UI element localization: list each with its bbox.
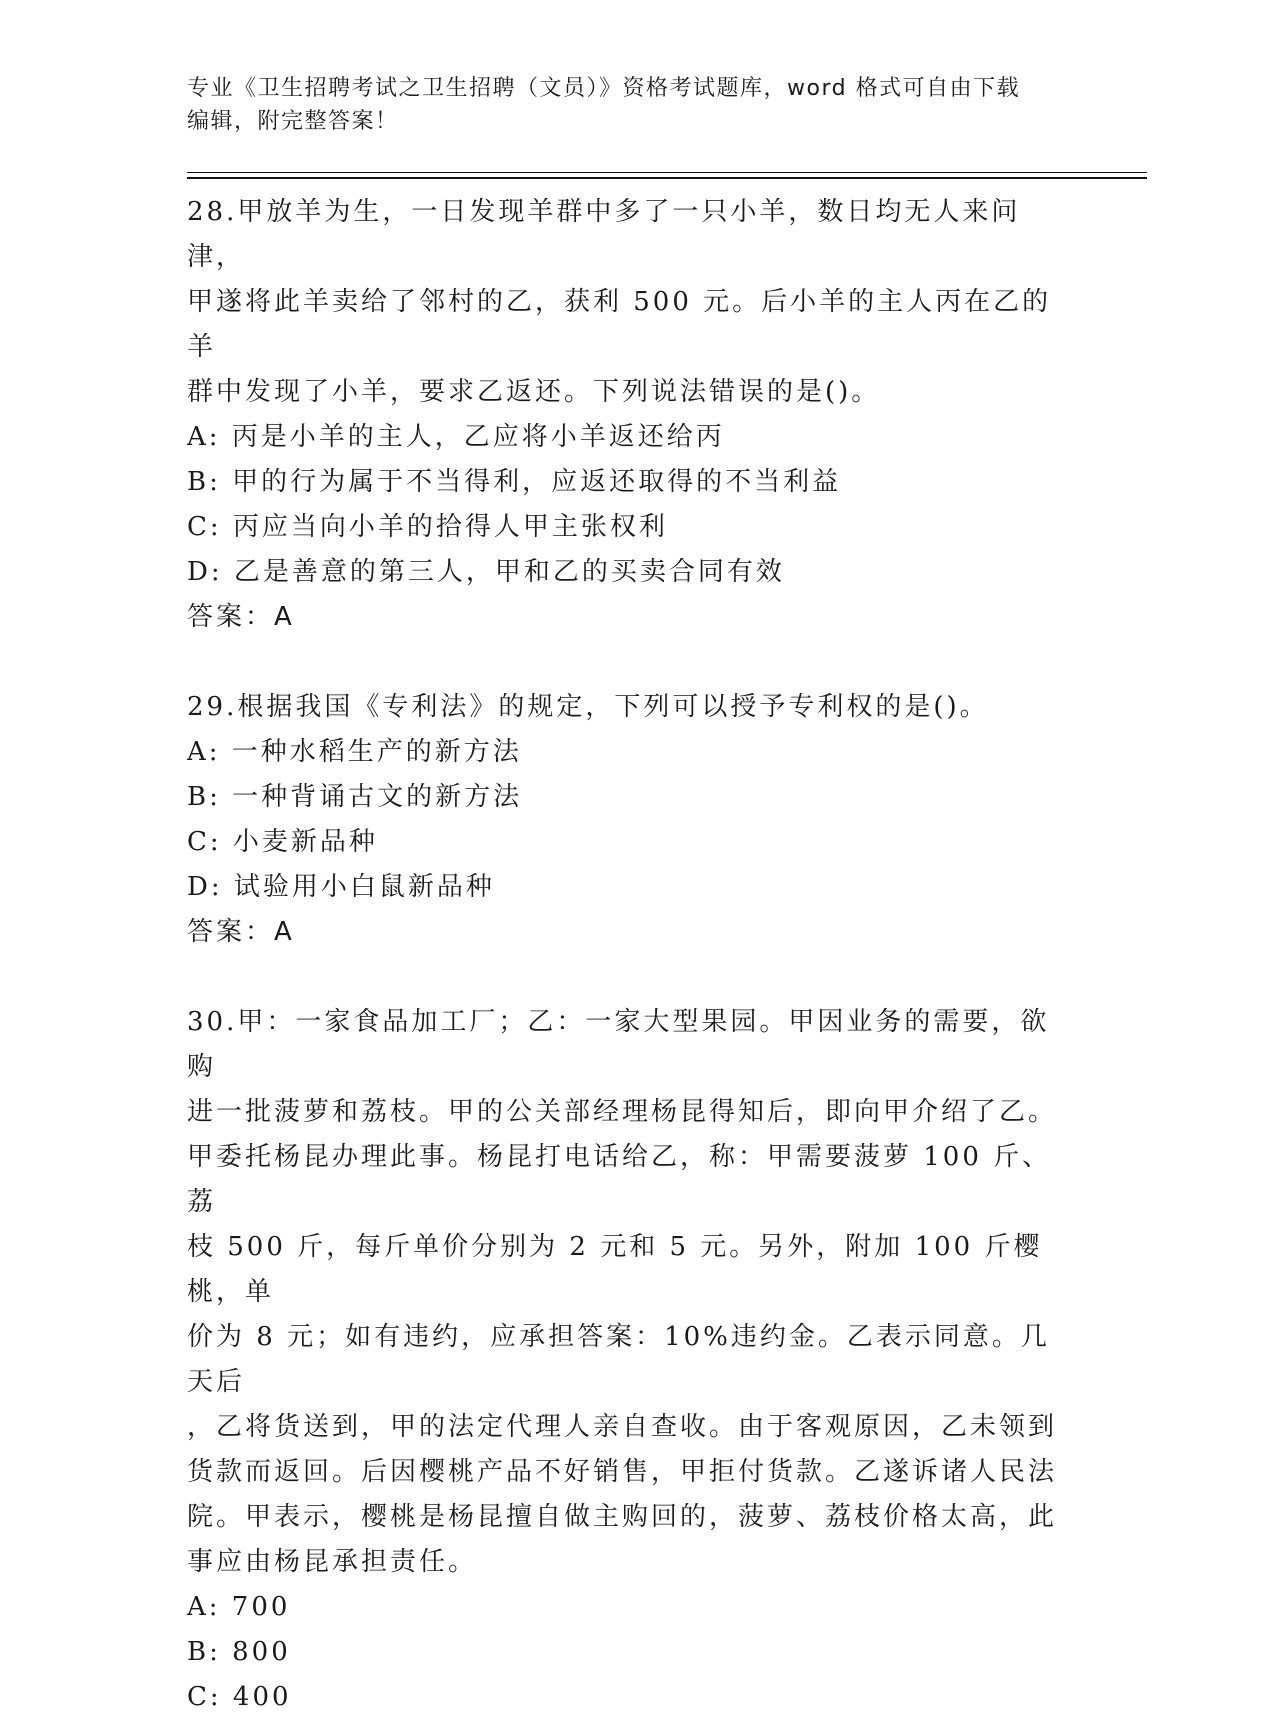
option-c: C: 丙应当向小羊的拾得人甲主张权利 <box>187 512 668 542</box>
question-stem-line: 29.根据我国《专利法》的规定，下列可以授予专利权的是()。 <box>187 692 989 722</box>
header-line-2: 编辑，附完整答案！ <box>187 109 399 134</box>
question-stem-line: 枝 500 斤，每斤单价分别为 2 元和 5 元。另外，附加 100 斤樱桃，单 <box>187 1232 1043 1307</box>
header-divider-thick <box>187 177 1147 179</box>
question-stem-line: 甲遂将此羊卖给了邻村的乙，获利 500 元。后小羊的主人丙在乙的羊 <box>187 287 1052 362</box>
question-30 <box>187 1000 1077 1720</box>
answer-line: 答案：A <box>187 602 295 632</box>
option-c: C: 小麦新品种 <box>187 827 378 857</box>
option-b: B: 甲的行为属于不当得利，应返还取得的不当利益 <box>187 467 842 497</box>
header-line-1: 专业《卫生招聘考试之卫生招聘（文员）》资格考试题库，word 格式可自由下载 <box>187 76 1021 101</box>
option-c: C: 400 <box>187 1682 292 1712</box>
question-stem-line: 院。甲表示，樱桃是杨昆擅自做主购回的，菠萝、荔枝价格太高，此 <box>187 1502 1058 1532</box>
question-list <box>187 190 1077 1720</box>
option-b: B: 800 <box>187 1637 291 1667</box>
question-stem-line: 群中发现了小羊，要求乙返还。下列说法错误的是()。 <box>187 377 881 407</box>
question-stem-line: 价为 8 元；如有违约，应承担答案：10%违约金。乙表示同意。几天后 <box>187 1322 1050 1397</box>
option-d: D: 乙是善意的第三人，甲和乙的买卖合同有效 <box>187 557 785 587</box>
header-divider-thin <box>187 172 1147 173</box>
option-d: D: 试验用小白鼠新品种 <box>187 872 495 902</box>
spacer <box>187 640 1077 685</box>
option-b: B: 一种背诵古文的新方法 <box>187 782 523 812</box>
question-stem-line: 甲委托杨昆办理此事。杨昆打电话给乙，称：甲需要菠萝 100 斤、荔 <box>187 1142 1052 1217</box>
question-28 <box>187 190 1077 640</box>
question-stem-line: 30.甲：一家食品加工厂；乙：一家大型果园。甲因业务的需要，欲购 <box>187 1007 1050 1082</box>
question-stem-line: 28.甲放羊为生，一日发现羊群中多了一只小羊，数日均无人来问津， <box>187 197 1021 272</box>
option-a: A: 一种水稻生产的新方法 <box>187 737 522 767</box>
option-a: A: 700 <box>187 1592 291 1622</box>
question-stem-line: 事应由杨昆承担责任。 <box>187 1547 478 1577</box>
answer-line: 答案：A <box>187 917 295 947</box>
question-stem-line: ，乙将货送到，甲的法定代理人亲自查收。由于客观原因，乙未领到 <box>187 1412 1058 1442</box>
question-stem-line: 货款而返回。后因樱桃产品不好销售，甲拒付货款。乙遂诉诸人民法 <box>187 1457 1058 1487</box>
question-29 <box>187 685 1077 955</box>
question-stem-line: 进一批菠萝和荔枝。甲的公关部经理杨昆得知后，即向甲介绍了乙。 <box>187 1097 1058 1127</box>
document-header <box>187 72 1077 138</box>
spacer <box>187 955 1077 1000</box>
option-a: A: 丙是小羊的主人，乙应将小羊返还给丙 <box>187 422 725 452</box>
